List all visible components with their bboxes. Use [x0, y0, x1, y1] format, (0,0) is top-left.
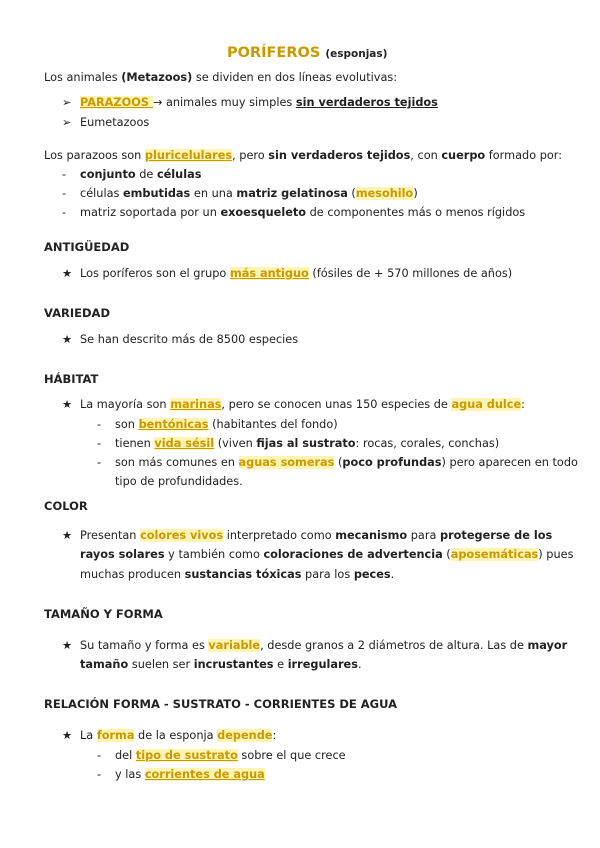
text-run: tipo de sustrato — [135, 749, 238, 762]
text-run: Su tamaño y forma es — [80, 639, 209, 652]
text-run: cuerpo — [441, 149, 486, 162]
text-run: ( — [442, 548, 451, 561]
dash-item — [62, 206, 525, 220]
text-run: fijas al sustrato — [256, 437, 356, 450]
text-run: más antiguo — [229, 267, 309, 280]
text-run: : — [272, 729, 277, 742]
text-run: , con — [410, 149, 442, 162]
text-run: (fósiles de + 570 millones de años) — [308, 267, 513, 280]
text-run: mecanismo — [335, 529, 408, 542]
text-run: La mayoría son — [80, 398, 171, 411]
text-run: irregulares — [287, 658, 358, 671]
text-run: se dividen en dos líneas evolutivas: — [192, 71, 398, 84]
color-text-2 — [80, 548, 573, 562]
text-run: - — [97, 768, 102, 781]
text-run: Los poríferos son el grupo — [80, 267, 230, 280]
text-run: del — [115, 749, 136, 762]
text-run: ) pero aparecen en todo — [441, 456, 578, 469]
text-run: peces — [353, 568, 391, 581]
text-run: , pero se conocen unas 150 especies de — [221, 398, 452, 411]
heading-tamano: TAMAÑO Y FORMA — [44, 607, 163, 621]
text-run: suelen ser — [128, 658, 194, 671]
text-run: (viven — [214, 437, 257, 450]
text-run: agua dulce — [451, 398, 522, 411]
text-run: Se han descrito más de 8500 especies — [80, 333, 299, 346]
intro-line — [44, 71, 397, 85]
text-run: formado por: — [485, 149, 563, 162]
dash-item — [62, 168, 201, 182]
color-text — [62, 529, 552, 543]
text-run: Eumetazoos — [80, 116, 150, 129]
dash-item — [97, 749, 346, 763]
text-run: ) pues — [538, 548, 574, 561]
text-run: - — [62, 187, 67, 200]
text-run: ( — [347, 187, 356, 200]
text-run: tamaño — [80, 658, 129, 671]
text-run: matriz gelatinosa — [236, 187, 348, 200]
text-run: en una — [190, 187, 237, 200]
text-run: coloraciones de advertencia — [263, 548, 443, 561]
dash-item — [97, 437, 499, 451]
bullet-eumetazoos — [62, 116, 149, 130]
star-icon: ★ — [62, 639, 73, 652]
text-run: de la esponja — [134, 729, 218, 742]
text-run: aguas someras — [238, 456, 335, 469]
text-run: (habitantes del fondo) — [208, 418, 338, 431]
heading-antiguedad: ANTIGÜEDAD — [44, 240, 130, 254]
variedad-text — [62, 333, 298, 347]
text-run: de componentes más o menos rígidos — [306, 206, 526, 219]
text-run: depende — [217, 729, 273, 742]
text-run: muchas producen — [80, 568, 185, 581]
star-icon: ★ — [62, 333, 73, 346]
text-run: poco profundas — [342, 456, 442, 469]
text-run: para — [407, 529, 441, 542]
text-run: variable — [208, 639, 261, 652]
text-run: sustancias tóxicas — [184, 568, 302, 581]
text-run: protegerse de los — [440, 529, 553, 542]
heading-habitat: HÁBITAT — [44, 372, 99, 386]
text-run: forma — [96, 729, 135, 742]
star-icon: ★ — [62, 398, 73, 411]
arrow-icon: ➢ — [62, 96, 72, 109]
text-run: (Metazoos) — [121, 71, 193, 84]
star-icon: ★ — [62, 267, 73, 280]
tamano-text-2 — [80, 658, 362, 672]
text-run: para los — [301, 568, 354, 581]
arrow-icon: ➢ — [62, 116, 72, 129]
text-run: sin verdaderos tejidos — [295, 96, 438, 109]
heading-relacion: RELACIÓN FORMA - SUSTRATO - CORRIENTES DE AGUA — [44, 697, 397, 711]
tamano-text — [62, 639, 567, 653]
text-run: aposemáticas — [450, 548, 539, 561]
text-run: - — [62, 168, 67, 181]
text-run: sin verdaderos tejidos — [268, 149, 411, 162]
text-run: mayor — [527, 639, 568, 652]
color-text-3 — [80, 568, 394, 582]
heading-color: COLOR — [44, 499, 88, 513]
relacion-text — [62, 729, 276, 743]
text-run: → animales muy simples — [152, 96, 296, 109]
text-run: ) — [413, 187, 418, 200]
text-run: Los animales — [44, 71, 122, 84]
dash-item — [97, 768, 265, 782]
text-run: y las — [115, 768, 145, 781]
bullet-parazoos — [62, 96, 438, 110]
text-run: : — [521, 398, 525, 411]
habitat-text — [62, 398, 525, 412]
text-run: La — [80, 729, 97, 742]
dash-item — [62, 187, 418, 201]
text-run: marinas — [170, 398, 222, 411]
dash-item — [97, 456, 578, 470]
dash-item — [97, 418, 338, 432]
text-run: : rocas, corales, conchas) — [355, 437, 500, 450]
text-run: y también como — [164, 548, 264, 561]
text-run: son más comunes en — [115, 456, 239, 469]
star-icon: ★ — [62, 529, 73, 542]
text-run: pluricelulares — [144, 149, 233, 162]
text-run: matriz soportada por un — [80, 206, 221, 219]
text-run: colores vivos — [140, 529, 224, 542]
text-run: - — [62, 206, 67, 219]
text-run: bentónicas — [138, 418, 209, 431]
text-run: exoesqueleto — [220, 206, 307, 219]
text-run: rayos solares — [80, 548, 165, 561]
text-run: PORÍFEROS — [227, 45, 321, 61]
text-run: células — [80, 187, 123, 200]
text-run: sobre el que crece — [237, 749, 346, 762]
text-run: mesohilo — [355, 187, 414, 200]
antiguedad-text — [62, 267, 512, 281]
star-icon: ★ — [62, 729, 73, 742]
dash-item-cont: tipo de profundidades. — [115, 475, 243, 488]
parazoos-line — [44, 149, 562, 163]
text-run: tienen — [115, 437, 155, 450]
text-run: PARAZOOS — [80, 96, 153, 109]
text-run: - — [97, 456, 102, 469]
text-run: son — [115, 418, 139, 431]
text-run: conjunto — [80, 168, 136, 181]
text-run: incrustantes — [193, 658, 274, 671]
text-run: vida sésil — [154, 437, 215, 450]
text-run: células — [156, 168, 202, 181]
text-run: interpretado como — [223, 529, 336, 542]
text-run: de — [135, 168, 157, 181]
text-run: e — [273, 658, 288, 671]
text-run: corrientes de agua — [144, 768, 265, 781]
text-run: Los parazoos son — [44, 149, 145, 162]
text-run: . — [357, 658, 362, 671]
text-run: . — [390, 568, 395, 581]
heading-variedad: VARIEDAD — [44, 306, 111, 320]
page-title: PORÍFEROS (esponjas) — [227, 45, 388, 61]
text-run: - — [97, 437, 102, 450]
text-run: Presentan — [80, 529, 141, 542]
text-run: ( — [334, 456, 343, 469]
text-run: embutidas — [123, 187, 191, 200]
text-run: - — [97, 418, 102, 431]
text-run: , desde granos a 2 diámetros de altura. Las de — [260, 639, 528, 652]
text-run: - — [97, 749, 102, 762]
text-run: , pero — [232, 149, 269, 162]
